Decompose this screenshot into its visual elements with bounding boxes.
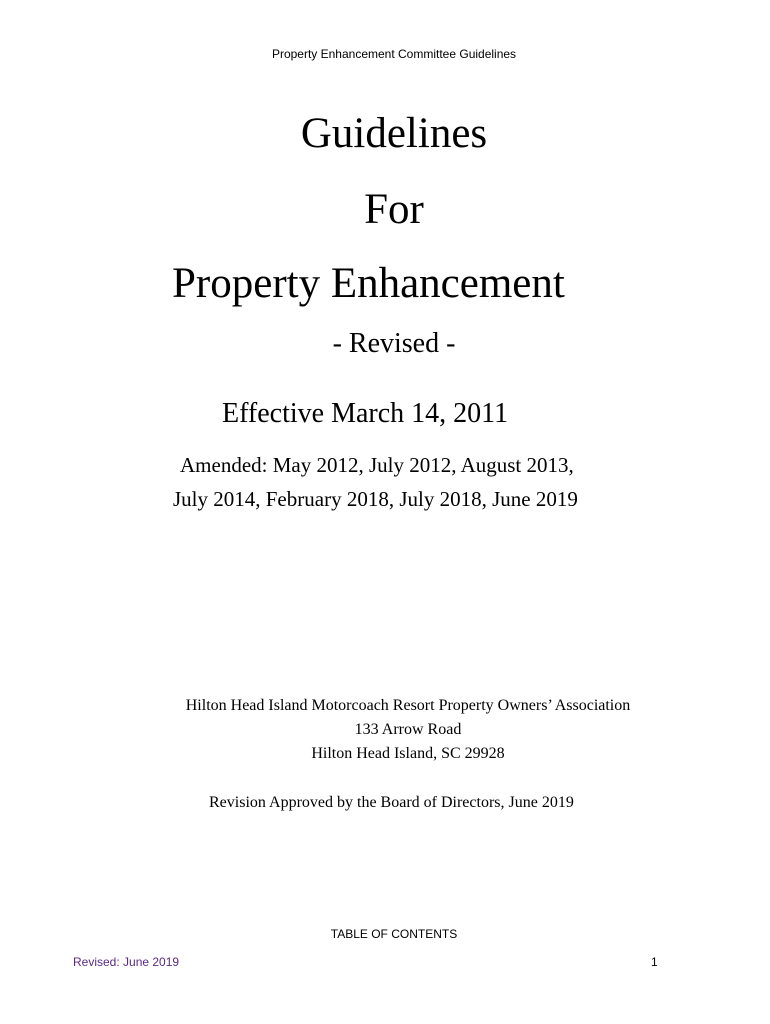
amended-dates-line-1: Amended: May 2012, July 2012, August 2013, [180, 453, 574, 477]
organization-city: Hilton Head Island, SC 29928 [311, 745, 505, 762]
footer-revised: Revised: June 2019 [73, 955, 180, 969]
running-header: Property Enhancement Committee Guidelines [271, 47, 517, 61]
approval-statement: Revision Approved by the Board of Directors, June 2019 [209, 794, 574, 811]
amended-dates-line-2: July 2014, February 2018, July 2018, June 2019 [173, 487, 578, 511]
title-property-enhancement: Property Enhancement [172, 260, 565, 307]
title-guidelines: Guidelines [300, 110, 488, 157]
revised-label: - Revised - [332, 328, 456, 359]
organization-name: Hilton Head Island Motorcoach Resort Property Owners’ Association [185, 697, 631, 714]
title-for: For [364, 186, 424, 233]
effective-date: Effective March 14, 2011 [222, 398, 509, 429]
organization-street: 133 Arrow Road [354, 721, 462, 738]
organization-address [160, 694, 656, 766]
toc-heading: TABLE OF CONTENTS [330, 927, 458, 941]
footer-page-number: 1 [651, 955, 658, 969]
